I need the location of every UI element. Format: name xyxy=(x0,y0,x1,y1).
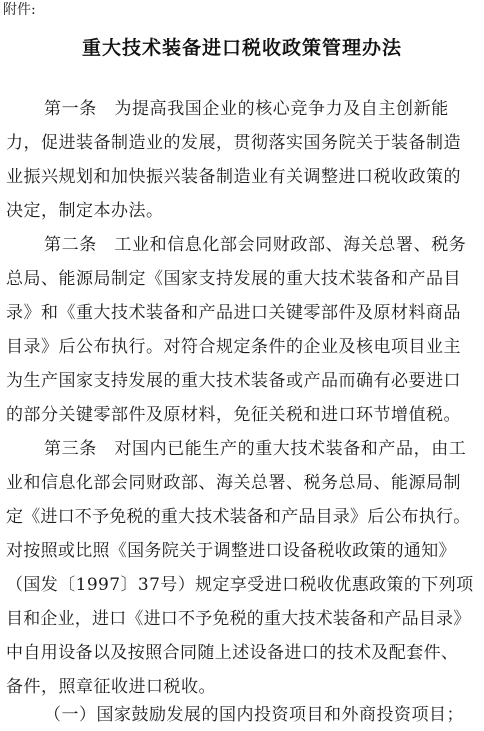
paragraph-line: 中自用设备以及按照合同随上述设备进口的技术及配套件、 xyxy=(6,643,459,663)
paragraph-line: 为生产国家支持发展的重大技术装备或产品而确有必要进口 xyxy=(6,371,461,391)
paragraph-line: 录》和《重大技术装备和产品进口关键零部件及原材料商品 xyxy=(6,303,461,323)
paragraph-line: 第二条 工业和信息化部会同财政部、海关总署、税务 xyxy=(44,235,467,255)
paragraph-line: 目和企业，进口《进口不予免税的重大技术装备和产品目录》 xyxy=(6,609,471,629)
paragraph-line: 备件，照章征收进口税收。 xyxy=(6,677,216,697)
paragraph-line: 的部分关键零部件及原材料，免征关税和进口环节增值税。 xyxy=(6,405,461,425)
paragraph-line: 决定，制定本办法。 xyxy=(6,201,164,221)
paragraph-line: （国发〔1997〕37号）规定享受进口税收优惠政策的下列项 xyxy=(6,575,474,595)
paragraph-line: 业和信息化部会同财政部、海关总署、税务总局、能源局制 xyxy=(6,473,461,493)
paragraph-line: 目录》后公布执行。对符合规定条件的企业及核电项目业主 xyxy=(6,337,461,357)
paragraph-line: 第一条 为提高我国企业的核心竞争力及自主创新能 xyxy=(44,99,449,119)
paragraph-line: 定《进口不予免税的重大技术装备和产品目录》后公布执行。 xyxy=(6,507,471,527)
paragraph-line: 总局、能源局制定《国家支持发展的重大技术装备和产品目 xyxy=(6,269,461,289)
paragraph-line: 第三条 对国内已能生产的重大技术装备和产品，由工 xyxy=(44,439,467,459)
paragraph-line: 业振兴规划和加快振兴装备制造业有关调整进口税收政策的 xyxy=(6,167,461,187)
paragraph-line: （一）国家鼓励发展的国内投资项目和外商投资项目； xyxy=(44,705,464,725)
document-title: 重大技术装备进口税收政策管理办法 xyxy=(81,37,402,59)
attachment-label: 附件: xyxy=(3,2,36,18)
paragraph-line: 力，促进装备制造业的发展，贯彻落实国务院关于装备制造 xyxy=(6,133,461,153)
paragraph-line: 对按照或比照《国务院关于调整进口设备税收政策的通知》 xyxy=(6,541,456,561)
